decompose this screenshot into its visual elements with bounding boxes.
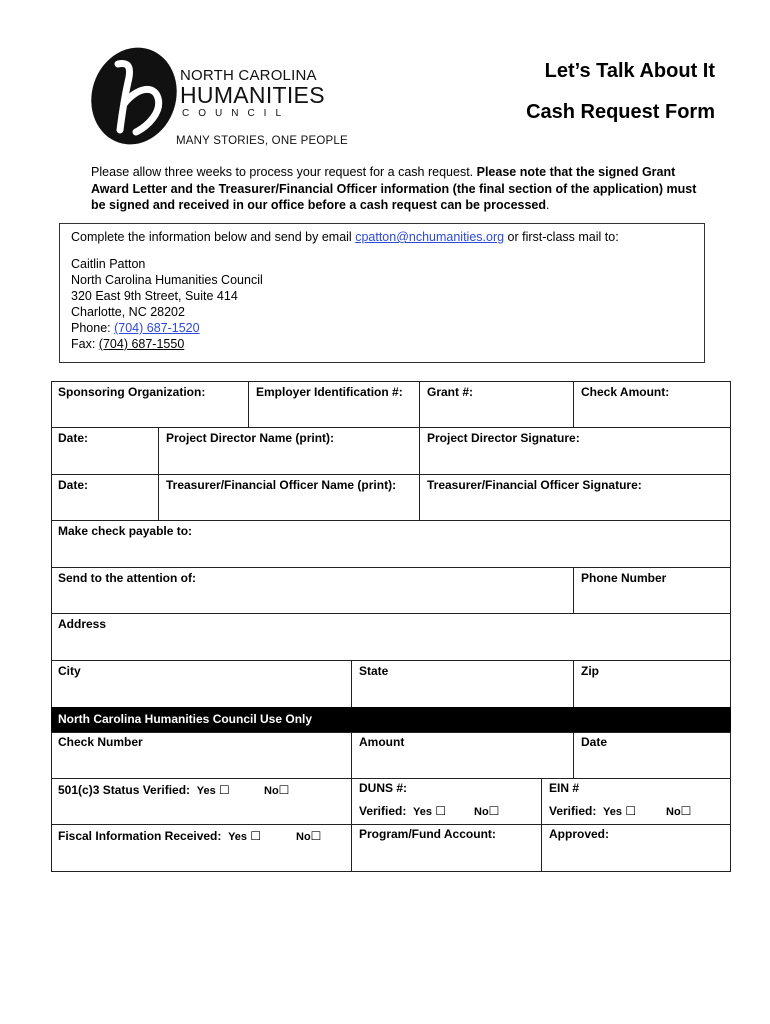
contact-city: Charlotte, NC 28202 [71, 305, 185, 319]
fiscal-info-field [51, 824, 352, 872]
ein-label: Employer Identification #: [256, 385, 403, 399]
cash-request-form [51, 381, 731, 872]
logo-line-2: HUMANITIES [180, 82, 325, 108]
intro-period: . [546, 198, 550, 212]
duns-yes-checkbox[interactable]: ☐ [435, 804, 447, 818]
contact-fax [71, 337, 184, 351]
ein-verified-label: Verified: [549, 804, 597, 818]
instruction-pre: Complete the information below and send by email [71, 230, 356, 244]
contact-info-box [59, 223, 705, 363]
tfo-signature-label: Treasurer/Financial Officer Signature: [427, 478, 642, 492]
fiscal-info-text: Fiscal Information Received: [58, 829, 222, 843]
duns-field[interactable] [351, 778, 542, 825]
state-label: State [359, 664, 389, 678]
date-field[interactable] [51, 427, 159, 475]
check-number-field[interactable] [51, 732, 352, 779]
office-use-title: North Carolina Humanities Council Use Only [58, 712, 313, 726]
status-501-field [51, 778, 352, 825]
intro-text: Please allow three weeks to process your request for a cash request. [91, 165, 477, 179]
ein-field[interactable] [248, 381, 420, 428]
ein-verified-group [549, 804, 636, 818]
email-link[interactable]: cpatton@nchumanities.org [355, 230, 505, 244]
fiscal-info-label [58, 829, 261, 843]
date-2-field[interactable] [51, 474, 159, 521]
payable-to-label: Make check payable to: [58, 524, 193, 538]
tfo-signature-field[interactable] [419, 474, 731, 521]
status-501-no: No [264, 785, 279, 797]
amount-field[interactable] [351, 732, 574, 779]
ein-yes-checkbox[interactable]: ☐ [625, 804, 637, 818]
ein-no: No [666, 806, 681, 818]
intro-notice: Please note that the signed Grant Award Letter and the Treasurer/Financial Officer information (the final section of the application) must be signed and received in our office before a cash request can be processed [91, 165, 697, 212]
page-title: Let’s Talk About It [544, 60, 715, 82]
date-2-label: Date: [58, 478, 89, 492]
pd-name-label: Project Director Name (print): [166, 431, 335, 445]
logo-line-3: COUNCIL [182, 108, 291, 119]
attention-field[interactable] [51, 567, 574, 614]
fiscal-no: No [296, 831, 311, 843]
program-fund-label: Program/Fund Account: [359, 827, 496, 841]
grant-field[interactable] [419, 381, 574, 428]
fax-label: Fax: [71, 337, 99, 351]
phone-number-label: Phone Number [581, 571, 667, 585]
pd-name-field[interactable] [158, 427, 420, 475]
duns-no-group [474, 804, 499, 818]
instruction-post: or first-class mail to: [504, 230, 619, 244]
status-501-yes: Yes [196, 785, 216, 797]
fiscal-no-group [296, 829, 321, 843]
zip-field[interactable] [573, 660, 731, 708]
attention-label: Send to the attention of: [58, 571, 196, 585]
contact-name: Caitlin Patton [71, 257, 146, 271]
city-field[interactable] [51, 660, 352, 708]
address-label: Address [58, 617, 107, 631]
phone-number-field[interactable] [573, 567, 731, 614]
payable-to-field[interactable] [51, 520, 731, 568]
approved-label: Approved: [549, 827, 609, 841]
intro-paragraph [91, 164, 711, 214]
city-label: City [58, 664, 81, 678]
status-501-no-group [264, 783, 289, 797]
tfo-name-field[interactable] [158, 474, 420, 521]
sponsoring-org-label: Sponsoring Organization: [58, 385, 206, 399]
duns-verified-group [359, 804, 446, 818]
duns-verified-label: Verified: [359, 804, 407, 818]
status-501-yes-checkbox[interactable]: ☐ [219, 783, 230, 797]
amount-label: Amount [359, 735, 405, 749]
address-field[interactable] [51, 613, 731, 661]
nchc-logo [88, 44, 348, 154]
duns-no: No [474, 806, 489, 818]
duns-no-checkbox[interactable]: ☐ [488, 804, 500, 818]
check-amount-label: Check Amount: [581, 385, 670, 399]
check-amount-field[interactable] [573, 381, 731, 428]
office-ein-field[interactable] [541, 778, 731, 825]
grant-label: Grant #: [427, 385, 474, 399]
status-501-text: 501(c)3 Status Verified: [58, 783, 191, 797]
office-use-banner [51, 707, 731, 732]
phone-link[interactable]: (704) 687-1520 [114, 321, 200, 335]
status-501-no-checkbox[interactable]: ☐ [278, 783, 290, 797]
office-ein-label: EIN # [549, 781, 580, 795]
fiscal-yes-checkbox[interactable]: ☐ [250, 829, 262, 843]
contact-instruction [71, 230, 619, 244]
program-fund-field[interactable] [351, 824, 542, 872]
pd-signature-field[interactable] [419, 427, 731, 475]
logo-line-1: NORTH CAROLINA [180, 67, 317, 84]
pd-signature-label: Project Director Signature: [427, 431, 580, 445]
tfo-name-label: Treasurer/Financial Officer Name (print): [166, 478, 397, 492]
approved-field[interactable] [541, 824, 731, 872]
zip-label: Zip [581, 664, 599, 678]
ein-no-group [666, 804, 691, 818]
state-field[interactable] [351, 660, 574, 708]
duns-yes: Yes [413, 806, 432, 818]
page-subtitle: Cash Request Form [526, 101, 715, 123]
logo-emblem-icon [88, 44, 180, 148]
status-501-label [58, 783, 230, 797]
sponsoring-org-field[interactable] [51, 381, 249, 428]
fiscal-no-checkbox[interactable]: ☐ [310, 829, 322, 843]
fax-number: (704) 687-1550 [98, 337, 185, 351]
contact-street: 320 East 9th Street, Suite 414 [71, 289, 238, 303]
phone-label: Phone: [71, 321, 115, 335]
duns-label: DUNS #: [359, 781, 408, 795]
office-date-field[interactable] [573, 732, 731, 779]
contact-org: North Carolina Humanities Council [71, 273, 263, 287]
fiscal-yes: Yes [228, 831, 248, 843]
ein-no-checkbox[interactable]: ☐ [680, 804, 692, 818]
date-label: Date: [58, 431, 89, 445]
contact-phone [71, 321, 200, 335]
check-number-label: Check Number [58, 735, 143, 749]
office-date-label: Date [581, 735, 608, 749]
ein-yes: Yes [603, 806, 622, 818]
logo-tagline: MANY STORIES, ONE PEOPLE [176, 135, 348, 147]
